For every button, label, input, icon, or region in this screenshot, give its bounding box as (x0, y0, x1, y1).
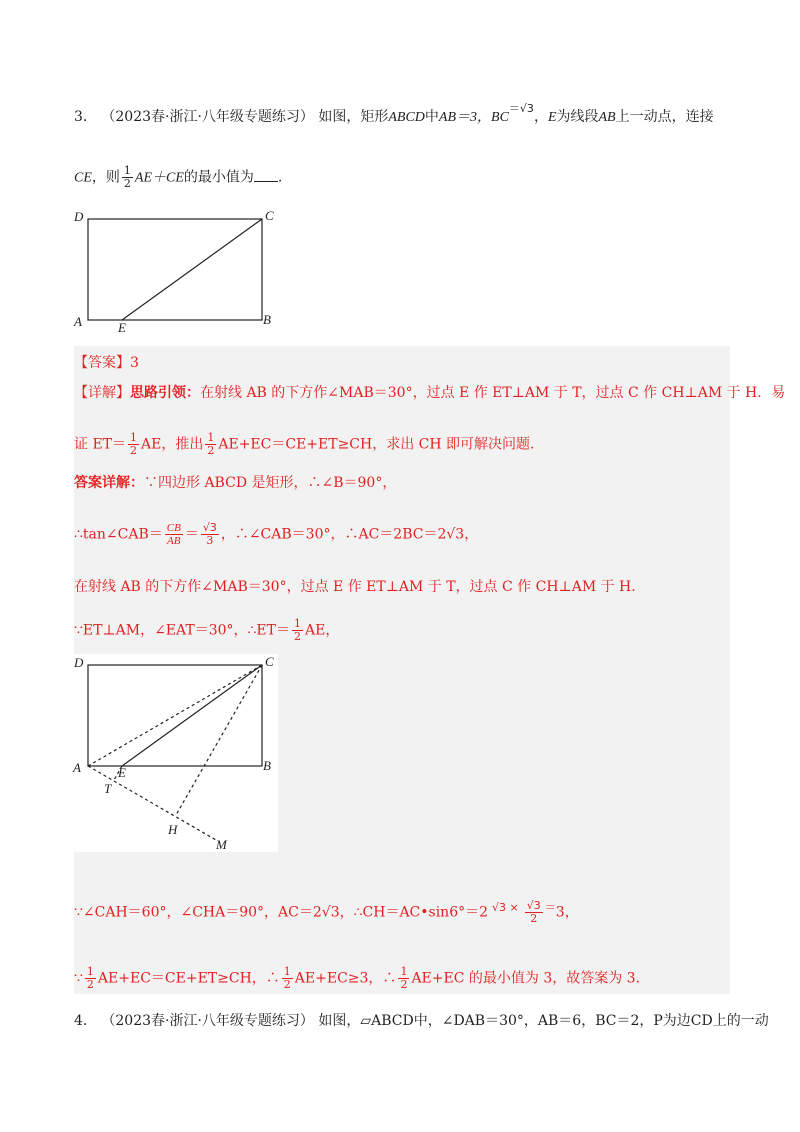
segment-ce (122, 219, 262, 320)
segment-ch (176, 665, 262, 815)
detail-text: √3 (526, 899, 541, 912)
fraction (165, 522, 183, 547)
fraction-sqrt (490, 902, 521, 914)
label-d: D (74, 209, 84, 224)
q3-text: 的最小值为 (183, 169, 254, 186)
detail-text: AE+EC＝CE+ET≥CH，∴ (97, 970, 280, 987)
label-t: T (104, 781, 112, 796)
q3-text: 中 (424, 109, 439, 125)
figure-1-svg (72, 206, 282, 336)
q3-text: 上一动点，连接 (615, 109, 714, 125)
label-h: H (168, 822, 178, 837)
hint-tag: 思路引领： (130, 385, 200, 401)
fraction (398, 966, 409, 991)
fraction (292, 618, 303, 643)
detail-text: 2 (294, 630, 301, 643)
hint-line2 (74, 432, 730, 457)
hint-text: 2 (207, 444, 215, 457)
detail-text: AB (167, 535, 181, 547)
q3-text: AB (598, 110, 616, 125)
q4-text: 如图，▱ABCD中，∠DAB＝30°，AB＝6，BC＝2，P为边CD上的一动 (318, 1013, 769, 1029)
figure-1-rectangle (72, 206, 282, 336)
detail-text: 2 (530, 912, 538, 925)
ray-am (88, 766, 216, 840)
q3-text: E (547, 110, 557, 125)
detail-line3: 在射线 AB 的下方作∠MAB＝30°，过点 E 作 ET⊥AM 于 T，过点 C 作 CH⊥AM 于 H. (74, 579, 636, 595)
label-a: A (74, 314, 82, 329)
q4-line1 (74, 1012, 769, 1030)
fraction (85, 966, 96, 991)
q3-text: ABCD (388, 110, 425, 125)
detail-text: ∴tan∠CAB＝ (74, 526, 163, 543)
label-b: B (263, 312, 271, 327)
detail-line5 (74, 900, 730, 925)
answer-head: 【答案】3 (74, 355, 139, 371)
figure-2-svg (72, 654, 278, 852)
detail-text: AE， (305, 622, 340, 639)
hint-text: 证 ET＝ (74, 436, 127, 453)
segment-ce (122, 665, 262, 766)
hint-text: 2 (130, 444, 138, 457)
fraction (525, 900, 543, 925)
answer-blank (254, 169, 278, 182)
fraction (128, 432, 139, 457)
fraction (282, 966, 293, 991)
detail-text: 2 (283, 978, 291, 991)
q4-source: （2023春·浙江·八年级专题练习） (101, 1013, 314, 1029)
label-a: A (73, 760, 81, 775)
q3-line1 (74, 102, 730, 127)
q3-text: 如图，矩形 (318, 109, 389, 125)
detail-text: ∵ (74, 970, 83, 987)
figure-2-construction (72, 654, 278, 852)
hint-text: AE，推出 (141, 436, 204, 453)
q3-text: AB＝3， (438, 110, 492, 125)
q3-source: （2023春·浙江·八年级专题练习） (101, 109, 314, 125)
label-e: E (118, 320, 126, 335)
label-c: C (265, 208, 274, 223)
q3-text: 2 (123, 177, 131, 190)
detail-text: 1 (400, 965, 408, 978)
detail-tag: 【详解】 (74, 385, 130, 401)
detail-label: 答案详解： (74, 475, 144, 491)
label-c: C (265, 654, 274, 669)
detail-line1 (74, 474, 730, 492)
fraction (122, 165, 133, 190)
detail-text: ∵ET⊥AM，∠EAT＝30°，∴ET＝ (74, 622, 290, 639)
detail-text: 1 (283, 965, 291, 978)
detail-text: ＝ (544, 900, 556, 914)
detail-text: 3 (206, 534, 214, 547)
hint-line1 (74, 384, 786, 402)
hint-text: 在射线 AB 的下方作∠MAB＝30°，过点 E 作 ET⊥AM 于 T，过点 C 作 CH⊥AM 于 H．易 (200, 385, 786, 401)
hint-text: AE+EC＝CE+ET≥CH，求出 CH 即可解决问题. (218, 436, 535, 453)
label-m: M (216, 837, 227, 852)
hint-text: 1 (207, 431, 215, 444)
detail-text: √3 × (492, 900, 519, 914)
detail-text: ∵四边形 ABCD 是矩形，∴∠B＝90°， (144, 475, 397, 491)
label-d: D (74, 655, 84, 670)
q3-line2 (74, 165, 730, 190)
q3-text: ，则 (91, 169, 120, 186)
detail-text: AE+EC 的最小值为 3，故答案为 3. (411, 970, 641, 987)
detail-text: ∵∠CAH＝60°，∠CHA＝90°，AC＝2√3，∴CH＝AC•sin6°＝2 (74, 904, 489, 921)
q3-text: CE (74, 170, 92, 186)
detail-text: AE+EC≥3，∴ (294, 970, 397, 987)
q3-text: ＝√3 (508, 102, 534, 115)
q3-text: . (277, 169, 283, 186)
rectangle-abcd (88, 219, 262, 320)
detail-text: 2 (86, 978, 94, 991)
label-e: E (118, 765, 126, 780)
label-b: B (263, 758, 271, 773)
hint-text: 1 (130, 431, 138, 444)
detail-text: √3 (202, 521, 217, 534)
q4-number: 4． (74, 1013, 97, 1029)
fraction (201, 522, 219, 547)
q3-text: 1 (123, 164, 131, 177)
q3-text: BC (491, 110, 509, 125)
detail-line2 (74, 522, 730, 547)
q3-number: 3． (74, 109, 97, 125)
detail-text: 3， (555, 904, 579, 921)
segment-ac (88, 665, 262, 766)
detail-text: 1 (86, 965, 94, 978)
detail-line6 (74, 966, 730, 991)
q3-text: ， (533, 109, 548, 125)
detail-text: ，∴∠CAB＝30°，∴AC＝2BC＝2√3， (220, 526, 479, 543)
fraction (205, 432, 216, 457)
q3-text: 为线段 (556, 109, 599, 125)
q3-text: AE＋CE (134, 170, 184, 186)
detail-text: CB (166, 522, 181, 534)
detail-text: ＝ (184, 526, 199, 543)
detail-text: 1 (294, 617, 301, 630)
detail-text: 2 (400, 978, 408, 991)
detail-line4 (74, 618, 730, 643)
